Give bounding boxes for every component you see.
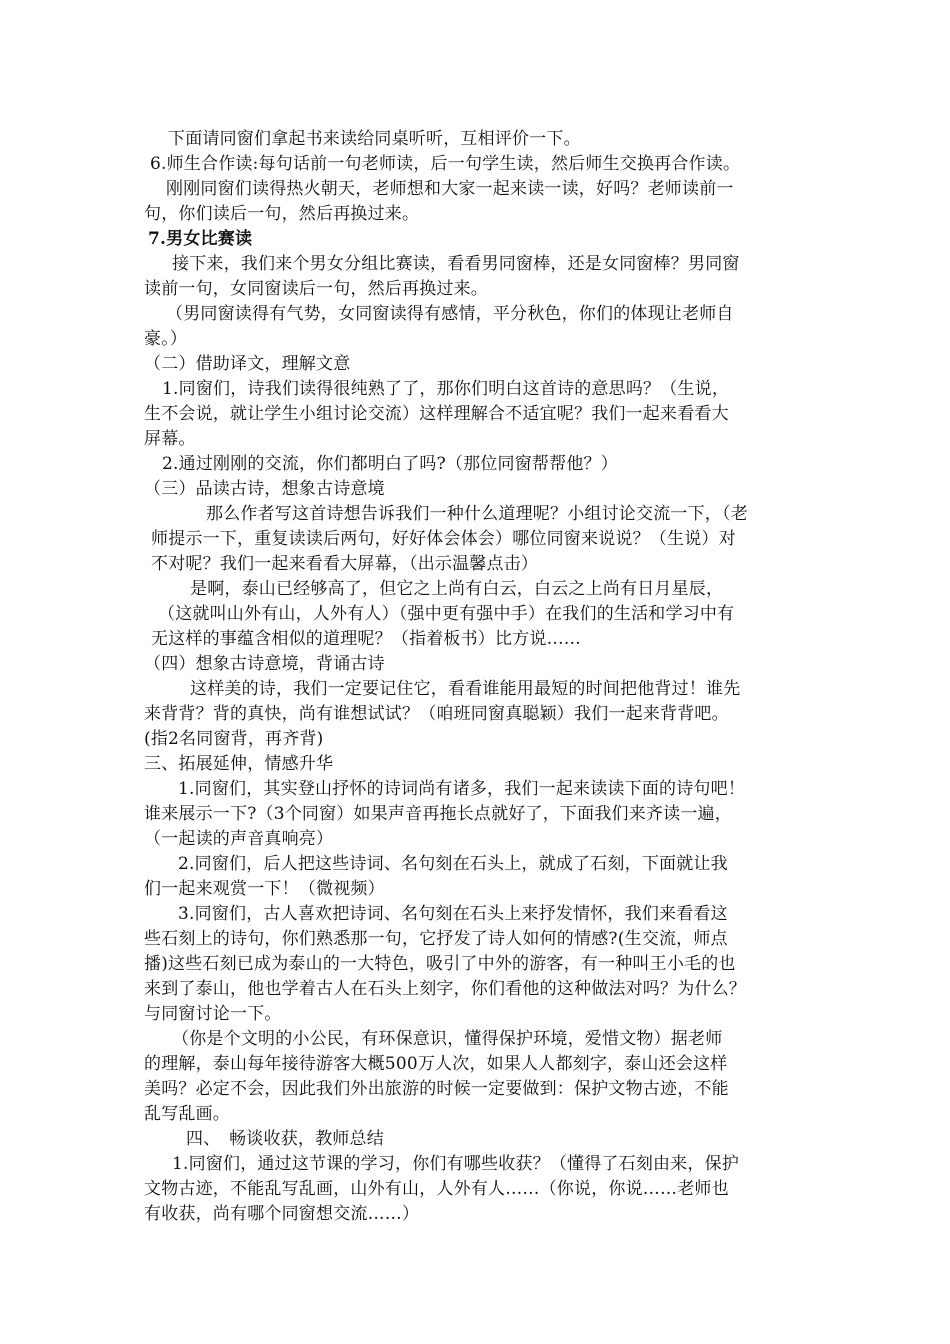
text-line: 来背背？背的真快，尚有谁想试试？（咱班同窗真聪颖）我们一起来背背吧。 [144,704,729,724]
text-line: （你是个文明的小公民，有环保意识，懂得保护环境，爱惜文物）据老师 [172,1029,723,1049]
text-line: （一起读的声音真响亮） [144,829,334,849]
text-line: (指2名同窗背，再齐背) [144,729,324,749]
section-heading: （三）品读古诗，想象古诗意境 [144,479,385,499]
text-line: 下面请同窗们拿起书来读给同桌听听，互相评价一下。 [168,129,581,149]
text-line: 读前一句，女同窗读后一句，然后再换过来。 [144,279,488,299]
text-line: 生不会说，就让学生小组讨论交流）这样理解合不适宜呢？我们一起来看看大 [144,404,729,424]
text-line: 屏幕。 [144,429,196,449]
section-heading: 7.男女比赛读 [148,229,253,249]
text-line: 播)这些石刻已成为泰山的一大特色，吸引了中外的游客，有一种叫王小毛的也 [144,954,736,974]
text-line: 谁来展示一下?（3个同窗）如果声音再拖长点就好了，下面我们来齐读一遍， [144,804,732,824]
text-line: 1.同窗们，其实登山抒怀的诗词尚有诸多，我们一起来读读下面的诗句吧！ [178,779,746,799]
text-line: 些石刻上的诗句，你们熟悉那一句，它抒发了诗人如何的情感?(生交流，师点 [144,929,728,949]
section-heading: 三、拓展延伸，情感升华 [144,754,334,774]
text-line: 文物古迹，不能乱写乱画，山外有山，人外有人……（你说，你说……老师也 [144,1179,729,1199]
text-line: 句，你们读后一句，然后再换过来。 [144,204,420,224]
text-line: 豪。） [144,329,188,349]
text-line: 那么作者写这首诗想告诉我们一种什么道理呢？小组讨论交流一下，（老 [206,504,748,524]
section-heading: 四、 畅谈收获，教师总结 [186,1129,384,1149]
text-line: 3.同窗们，古人喜欢把诗词、名句刻在石头上来抒发情怀，我们来看看这 [178,904,728,924]
text-line: 1.同窗们，诗我们读得很纯熟了了，那你们明白这首诗的意思吗？（生说， [162,379,730,399]
text-line: 来到了泰山，他也学着古人在石头上刻字，你们看他的这种做法对吗？为什么？ [144,979,746,999]
text-line: 6.师生合作读:每句话前一句老师读，后一句学生读，然后师生交换再合作读。 [150,154,741,174]
text-line: 1.同窗们，通过这节课的学习，你们有哪些收获？（懂得了石刻由来，保护 [172,1154,740,1174]
text-line: 有收获，尚有哪个同窗想交流……） [144,1204,420,1224]
text-line: 与同窗讨论一下。 [144,1004,282,1024]
text-line: 乱写乱画。 [144,1104,230,1124]
text-line: 是啊，泰山已经够高了，但它之上尚有白云，白云之上尚有日月星辰， [190,579,724,599]
text-line: 无这样的事蕴含相似的道理呢？（指着板书）比方说…… [151,629,581,649]
text-line: 2.通过刚刚的交流，你们都明白了吗?（那位同窗帮帮他？） [162,454,618,474]
text-line: 这样美的诗，我们一定要记住它，看看谁能用最短的时间把他背过！谁先 [190,679,741,699]
text-line: 2.同窗们，后人把这些诗词、名句刻在石头上，就成了石刻，下面就让我 [178,854,728,874]
text-line: 刚刚同窗们读得热火朝天，老师想和大家一起来读一读，好吗？老师读前一 [166,179,734,199]
text-line: 不对呢？我们一起来看看大屏幕，（出示温馨点击） [151,554,539,574]
text-line: （这就叫山外有山，人外有人）（强中更有强中手）在我们的生活和学习中有 [158,604,735,624]
text-line: 美吗？必定不会，因此我们外出旅游的时候一定要做到：保护文物古迹，不能 [144,1079,729,1099]
text-line: 们一起来观赏一下！（微视频） [144,879,385,899]
text-line: 接下来，我们来个男女分组比赛读，看看男同窗棒，还是女同窗棒？男同窗 [172,254,740,274]
section-heading: （二）借助译文，理解文意 [144,354,351,374]
text-line: 的理解，泰山每年接待游客大概500万人次，如果人人都刻字，泰山还会这样 [144,1054,728,1074]
section-heading: （四）想象古诗意境，背诵古诗 [144,654,385,674]
text-line: （男同窗读得有气势，女同窗读得有感情，平分秋色，你们的体现让老师自 [166,304,734,324]
text-line: 师提示一下，重复读读后两句，好好体会体会）哪位同窗来说说？（生说）对 [151,529,736,549]
